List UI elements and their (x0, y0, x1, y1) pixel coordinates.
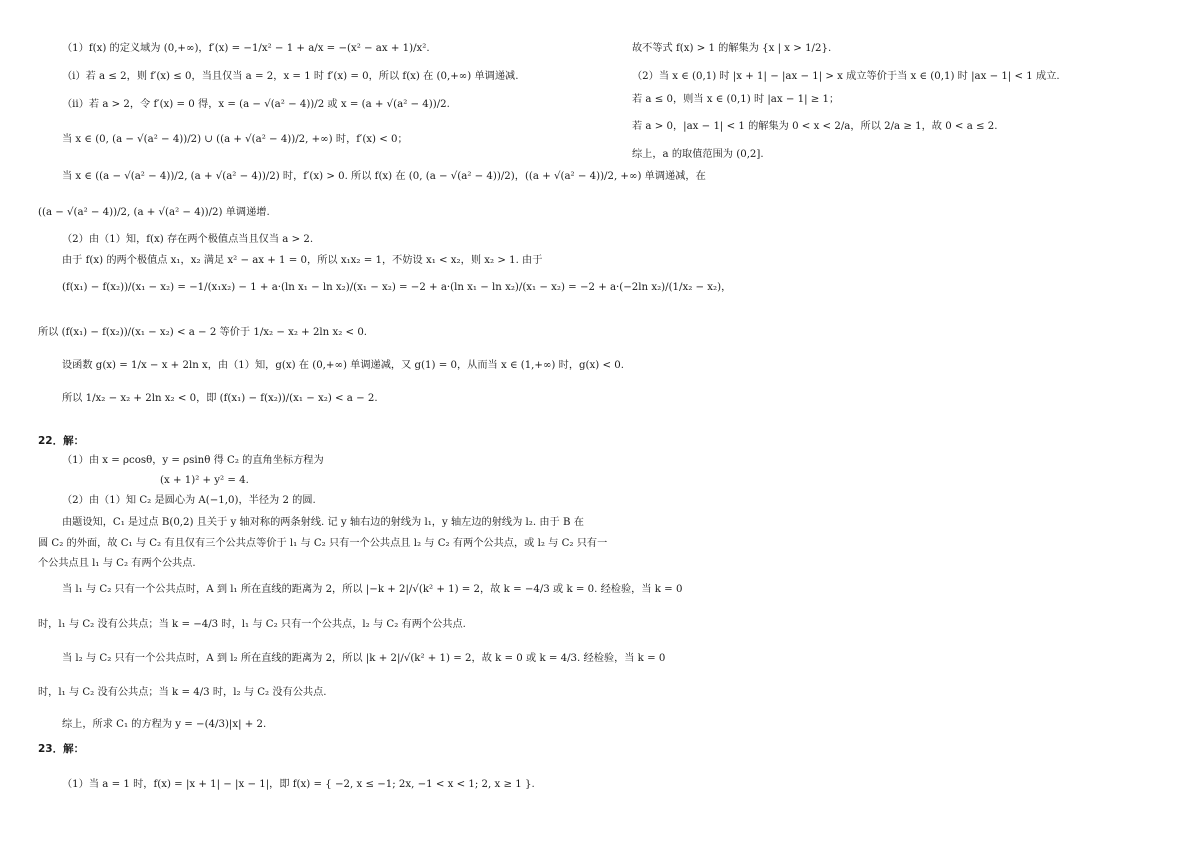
text-line: （ⅱ）若 a > 2，令 f′(x) = 0 得，x = (a − √(a² − 4))/2 或 x = (a + √(a² − 4))/2. (62, 99, 450, 110)
text-line: （1）当 a = 1 时，f(x) = |x + 1| − |x − 1|，即 f(x) = { −2, x ≤ −1; 2x, −1 < x < 1; 2, x ≥ 1 }. (62, 779, 535, 790)
text-line: 由题设知，C₁ 是过点 B(0,2) 且关于 y 轴对称的两条射线. 记 y 轴右边的射线为 l₁，y 轴左边的射线为 l₂. 由于 B 在 (62, 517, 584, 528)
text-line: 若 a ≤ 0，则当 x ∈ (0,1) 时 |ax − 1| ≥ 1； (632, 94, 840, 105)
text-line: 当 l₁ 与 C₂ 只有一个公共点时，A 到 l₁ 所在直线的距离为 2，所以 |−k + 2|/√(k² + 1) = 2，故 k = −4/3 或 k = 0. 经检验，当 k = 0 (62, 584, 683, 595)
text-line: 时，l₁ 与 C₂ 没有公共点；当 k = 4/3 时，l₂ 与 C₂ 没有公共点. (38, 687, 327, 698)
text-line: 综上，所求 C₁ 的方程为 y = −(4/3)|x| + 2. (62, 719, 267, 730)
text-line: 设函数 g(x) = 1/x − x + 2ln x，由（1）知，g(x) 在 (0,+∞) 单调递减，又 g(1) = 0，从而当 x ∈ (1,+∞) 时，g(x) < 0. (62, 360, 624, 371)
text-line: 当 l₂ 与 C₂ 只有一个公共点时，A 到 l₂ 所在直线的距离为 2，所以 |k + 2|/√(k² + 1) = 2，故 k = 0 或 k = 4/3. 经检验，当 k = 0 (62, 653, 666, 664)
text-line: 所以 (f(x₁) − f(x₂))/(x₁ − x₂) < a − 2 等价于 1/x₂ − x₂ + 2ln x₂ < 0. (38, 327, 368, 338)
text-line: 圆 C₂ 的外面，故 C₁ 与 C₂ 有且仅有三个公共点等价于 l₁ 与 C₂ 只有一个公共点且 l₂ 与 C₂ 有两个公共点，或 l₂ 与 C₂ 只有一 (38, 538, 608, 549)
text-line: (f(x₁) − f(x₂))/(x₁ − x₂) = −1/(x₁x₂) − 1 + a·(ln x₁ − ln x₂)/(x₁ − x₂) = −2 + a·(ln x₁ − ln x₂)/(x₁ − x₂) = −2 + a·(−2ln x₂)/(1/x₂ − x₂)， (62, 282, 732, 293)
text-line: 当 x ∈ ((a − √(a² − 4))/2, (a + √(a² − 4))/2) 时，f′(x) > 0. 所以 f(x) 在 (0, (a − √(a² − 4))/2)，((a + √(a² − 4))/2, +∞) 单调递减，在 (62, 171, 706, 182)
section-heading-22: 22．解： (38, 435, 85, 447)
text-line: 由于 f(x) 的两个极值点 x₁，x₂ 满足 x² − ax + 1 = 0，所以 x₁x₂ = 1，不妨设 x₁ < x₂，则 x₂ > 1. 由于 (62, 255, 543, 266)
text-line: 当 x ∈ (0, (a − √(a² − 4))/2) ∪ ((a + √(a² − 4))/2, +∞) 时，f′(x) < 0； (62, 134, 408, 145)
text-line: 若 a > 0，|ax − 1| < 1 的解集为 0 < x < 2/a，所以 2/a ≥ 1，故 0 < a ≤ 2. (632, 121, 998, 132)
text-line: （1）f(x) 的定义域为 (0,+∞)，f′(x) = −1/x² − 1 + a/x = −(x² − ax + 1)/x². (62, 43, 430, 54)
text-line: （2）当 x ∈ (0,1) 时 |x + 1| − |ax − 1| > x 成立等价于当 x ∈ (0,1) 时 |ax − 1| < 1 成立. (632, 71, 1060, 82)
text-line: 所以 1/x₂ − x₂ + 2ln x₂ < 0，即 (f(x₁) − f(x₂))/(x₁ − x₂) < a − 2. (62, 393, 378, 404)
text-line: 个公共点且 l₁ 与 C₂ 有两个公共点. (38, 558, 196, 569)
text-line: （1）由 x = ρcosθ，y = ρsinθ 得 C₂ 的直角坐标方程为 (62, 455, 324, 466)
text-line: 故不等式 f(x) > 1 的解集为 {x | x > 1/2}. (632, 43, 832, 54)
text-line: 综上，a 的取值范围为 (0,2]. (632, 149, 764, 160)
text-line: （ⅰ）若 a ≤ 2，则 f′(x) ≤ 0，当且仅当 a = 2，x = 1 时 f′(x) = 0，所以 f(x) 在 (0,+∞) 单调递减. (62, 71, 519, 82)
text-line: （2）由（1）知，f(x) 存在两个极值点当且仅当 a > 2. (62, 234, 314, 245)
section-heading-23: 23．解： (38, 743, 85, 755)
text-line: （2）由（1）知 C₂ 是圆心为 A(−1,0)，半径为 2 的圆. (62, 495, 316, 506)
text-line: (x + 1)² + y² = 4. (160, 475, 249, 486)
text-line: 时，l₁ 与 C₂ 没有公共点；当 k = −4/3 时，l₁ 与 C₂ 只有一个公共点，l₂ 与 C₂ 有两个公共点. (38, 619, 466, 630)
text-line: ((a − √(a² − 4))/2, (a + √(a² − 4))/2) 单调递增. (38, 207, 270, 218)
